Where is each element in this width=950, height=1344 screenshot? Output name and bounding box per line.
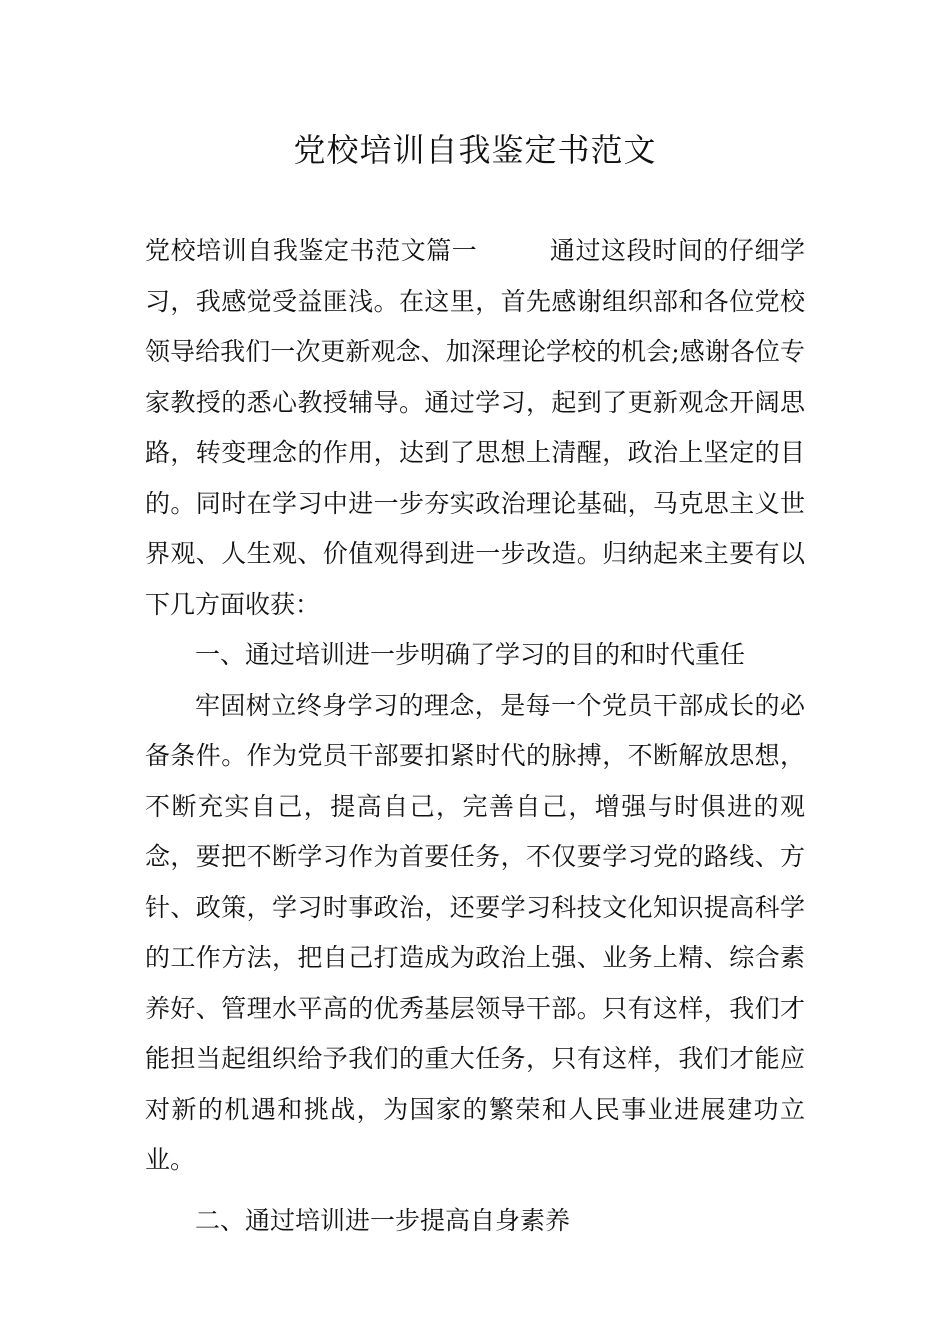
intro-paragraph	[145, 226, 805, 630]
document-title: 党校培训自我鉴定书范文	[293, 131, 657, 169]
section-1-heading: 一、通过培训进一步明确了学习的目的和时代重任	[195, 640, 746, 669]
document-body	[145, 226, 805, 1246]
section-1-paragraph: 牢固树立终身学习的理念，是每一个党员干部成长的必备条件。作为党员干部要扣紧时代的脉搏，不断解放思想，不断充实自己，提高自己，完善自己，增强与时俱进的观念，要把不断学习作为首要任务，不仅要学习党的路线、方针、政策，学习时事政治，还要学习科技文化知识提高科学的工作方法，把自己打造成为政治上强、业务上精、综合素养好、管理水平高的优秀基层领导干部。只有这样，我们才能担当起组织给予我们的重大任务，只有这样，我们才能应对新的机遇和挑战，为国家的繁荣和人民事业进展建功立业。	[145, 690, 805, 1174]
section-2-heading: 二、通过培训进一步提高自身素养	[195, 1205, 571, 1235]
intro-label: 党校培训自我鉴定书范文篇一	[145, 236, 478, 265]
intro-text: 通过这段时间的仔细学习，我感觉受益匪浅。在这里，首先感谢组织部和各位党校领导给我们一次更新观念、加深理论学校的机会;感谢各位专家教授的悉心教授辅导。通过学习，起到了更新观念开阔思路，转变理念的作用，达到了思想上清醒，政治上坚定的目的。同时在学习中进一步夯实政治理论基础，马克思主义世界观、人生观、价值观得到进一步改造。归纳起来主要有以下几方面收获：	[145, 236, 805, 619]
